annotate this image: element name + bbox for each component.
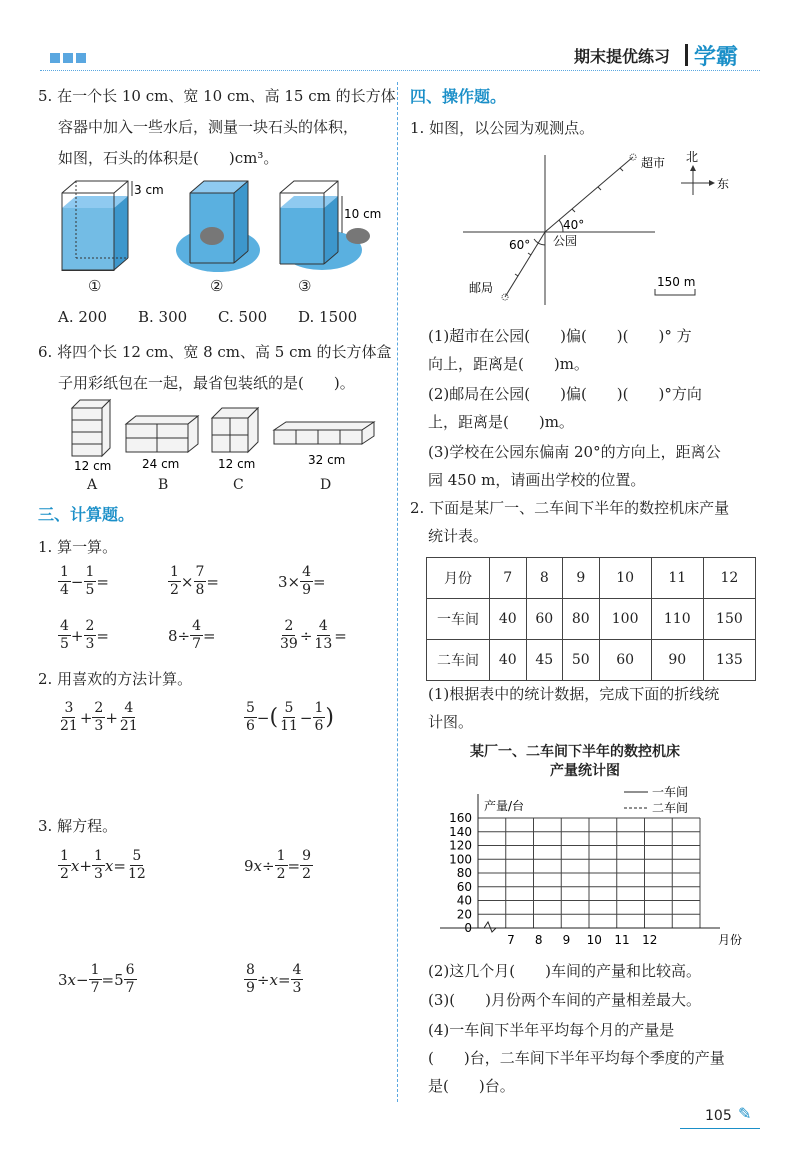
chart-title-2: 产量统计图	[550, 763, 620, 779]
expr-4: $\frac{4}{5}$ + $\frac{2}{3}$ =	[60, 618, 109, 652]
table-cell: 二车间	[427, 640, 490, 681]
q5-line3: 如图，石头的体积是( )cm³。	[58, 149, 279, 167]
table-cell: 9	[563, 558, 600, 599]
label-3cm: 3 cm	[134, 183, 164, 197]
map-post: 邮局	[469, 281, 494, 295]
eq-4: $\frac{8}{9}$ ÷ x = $\frac{4}{3}$	[246, 962, 302, 996]
x-tick-label: 9	[562, 933, 571, 947]
y-tick-label: 0	[464, 921, 472, 935]
map-north: 北	[686, 150, 699, 164]
expr-3: 3× $\frac{4}{9}$ =	[278, 564, 326, 598]
p2-4a: (4)一车间下半年平均每个月的产量是	[428, 1021, 675, 1039]
p1-3b: 园 450 m，请画出学校的位置。	[428, 471, 646, 489]
p2-4c: 是( )台。	[428, 1077, 515, 1095]
table-cell: 100	[599, 599, 651, 640]
table-row	[427, 640, 756, 681]
p1-2a: (2)邮局在公园( )偏( )( )°方向	[428, 385, 702, 403]
y-tick-label: 100	[449, 852, 472, 867]
fig-label-2: ②	[210, 277, 224, 295]
q6-letter-b[interactable]: B	[158, 477, 169, 493]
x-tick-label: 12	[642, 933, 658, 947]
line-chart	[420, 780, 750, 955]
table-cell: 40	[490, 599, 527, 640]
legend-series-2: 二车间	[652, 801, 689, 815]
y-tick-label: 40	[456, 893, 472, 908]
p1-1a: (1)超市在公园( )偏( )( )° 方	[428, 327, 692, 345]
fig-label-1: ①	[88, 277, 102, 295]
column-divider	[397, 82, 398, 1102]
calc-q2: 2. 用喜欢的方法计算。	[38, 670, 193, 688]
y-tick-label: 80	[456, 866, 472, 880]
y-tick-label: 120	[449, 838, 472, 853]
section-3-heading: 三、计算题。	[38, 505, 135, 524]
label-10cm: 10 cm	[344, 207, 382, 221]
calc-q1: 1. 算一算。	[38, 538, 118, 556]
page-number: 105	[705, 1108, 732, 1124]
expr-8: $\frac{5}{6}$ − ( $\frac{5}{11}$ − $\frac{1}{6}$ )	[246, 700, 335, 734]
expr-7: $\frac{3}{21}$ + $\frac{2}{3}$ + $\frac{4}{21}$	[60, 700, 138, 734]
header-title: 期末提优练习	[574, 47, 671, 66]
production-table	[426, 557, 756, 681]
footer-line	[680, 1128, 760, 1129]
map-supermarket: 超市	[641, 156, 666, 170]
p2-3: (3)( )月份两个车间的产量相差最大。	[428, 991, 701, 1009]
q6-dim-c: 12 cm	[218, 457, 256, 471]
pencil-icon: ✎	[738, 1104, 752, 1123]
fig-label-3: ③	[298, 277, 312, 295]
p2a: 2. 下面是某厂一、二车间下半年的数控机床产量	[410, 499, 730, 517]
q6-letter-d[interactable]: D	[320, 477, 332, 493]
eq-1: $\frac{1}{2}$ x + $\frac{1}{3}$ x = $\frac{5}{12}$	[60, 848, 146, 882]
table-row	[427, 599, 756, 640]
table-cell: 150	[703, 599, 755, 640]
q5-line1: 5. 在一个长 10 cm、宽 10 cm、高 15 cm 的长方体	[38, 87, 396, 105]
p1-2b: 上，距离是( )m。	[428, 413, 574, 431]
map-scale: 150 m	[657, 275, 696, 289]
calc-q3: 3. 解方程。	[38, 817, 118, 835]
q5-line2: 容器中加入一些水后，测量一块石头的体积，	[58, 118, 359, 136]
q5-option-b[interactable]: B. 300	[138, 308, 188, 326]
q6-dim-a: 12 cm	[74, 459, 112, 473]
x-tick-label: 8	[534, 933, 543, 947]
table-cell: 12	[703, 558, 755, 599]
q6-dim-b: 24 cm	[142, 457, 180, 471]
x-tick-label: 11	[614, 933, 630, 947]
table-cell: 90	[651, 640, 703, 681]
table-cell: 135	[703, 640, 755, 681]
x-tick-label: 10	[586, 933, 602, 947]
y-tick-label: 60	[456, 879, 472, 894]
legend-series-1: 一车间	[652, 785, 689, 799]
q5-option-c[interactable]: C. 500	[218, 308, 268, 326]
expr-6: $\frac{2}{39}$ ÷ $\frac{4}{13}$ =	[280, 618, 347, 652]
q5-option-a[interactable]: A. 200	[58, 308, 107, 326]
direction-map	[455, 145, 755, 315]
header-brand: 学霸	[694, 45, 739, 70]
header-divider	[685, 44, 688, 66]
x-tick-label: 7	[507, 933, 515, 947]
table-cell: 60	[599, 640, 651, 681]
table-cell: 110	[651, 599, 703, 640]
header-squares	[50, 53, 86, 63]
header-line	[40, 70, 760, 71]
q6-figure	[60, 396, 380, 476]
q6-dim-d: 32 cm	[308, 453, 346, 467]
p2-2: (2)这几个月( )车间的产量和比较高。	[428, 962, 701, 980]
p2b: 统计表。	[428, 527, 489, 545]
map-park: 公园	[553, 234, 578, 248]
ops-q1: 1. 如图，以公园为观测点。	[410, 119, 595, 137]
p1-3a: (3)学校在公园东偏南 20°的方向上，距离公	[428, 443, 721, 461]
table-cell: 月份	[427, 558, 490, 599]
map-angle60: 60°	[509, 238, 531, 252]
q5-option-d[interactable]: D. 1500	[298, 308, 358, 326]
map-angle40: 40°	[563, 218, 585, 232]
expr-5: 8÷ $\frac{4}{7}$ =	[168, 618, 216, 652]
y-tick-label: 20	[456, 907, 472, 922]
axis-break	[484, 922, 496, 932]
table-cell: 80	[563, 599, 600, 640]
q6-line2: 子用彩纸包在一起，最省包装纸的是( )。	[58, 374, 355, 392]
table-cell: 一车间	[427, 599, 490, 640]
table-row	[427, 558, 756, 599]
chart-title-1: 某厂一、二车间下半年的数控机床	[470, 744, 680, 760]
table-cell: 50	[563, 640, 600, 681]
table-cell: 10	[599, 558, 651, 599]
p1-1b: 向上，距离是( )m。	[428, 355, 589, 373]
table-cell: 40	[490, 640, 527, 681]
q6-letter-c[interactable]: C	[233, 477, 244, 493]
q6-letter-a[interactable]: A	[87, 477, 98, 493]
table-cell: 8	[526, 558, 563, 599]
p2-1a: (1)根据表中的统计数据，完成下面的折线统	[428, 685, 720, 703]
section-4-heading: 四、操作题。	[410, 87, 507, 106]
p2-4b: ( )台，二车间下半年平均每个季度的产量	[428, 1049, 725, 1067]
y-tick-label: 160	[449, 811, 472, 825]
y-tick-label: 140	[449, 824, 472, 839]
x-axis-label: 月份	[718, 933, 743, 947]
table-cell: 45	[526, 640, 563, 681]
table-cell: 60	[526, 599, 563, 640]
q6-line1: 6. 将四个长 12 cm、宽 8 cm、高 5 cm 的长方体盒	[38, 343, 392, 361]
eq-3: 3 x − $\frac{1}{7}$ =5 $\frac{6}{7}$	[58, 962, 135, 996]
eq-2: 9 x ÷ $\frac{1}{2}$ = $\frac{9}{2}$	[244, 848, 312, 882]
expr-1: $\frac{1}{4}$ − $\frac{1}{5}$ =	[60, 564, 109, 598]
table-cell: 7	[490, 558, 527, 599]
p2-1b: 计图。	[428, 713, 474, 731]
map-east: 东	[717, 177, 730, 191]
expr-2: $\frac{1}{2}$ × $\frac{7}{8}$ =	[170, 564, 219, 598]
table-cell: 11	[651, 558, 703, 599]
y-axis-label: 产量/台	[484, 799, 525, 813]
